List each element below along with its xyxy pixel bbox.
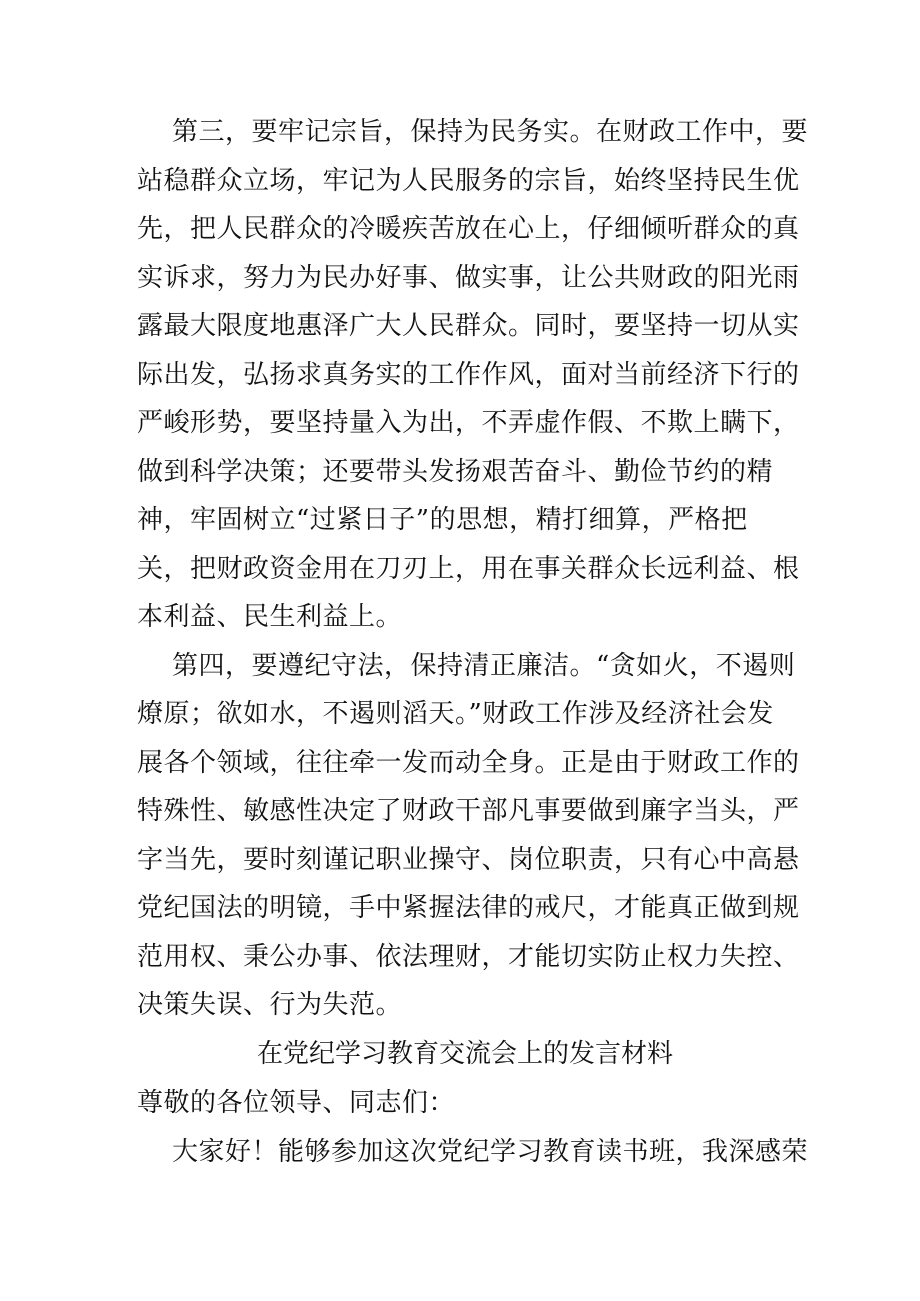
paragraph-third-line-11: 本利益、民生利益上。 bbox=[137, 602, 403, 632]
paragraph-fourth-line-3: 展各个领域，往往牵一发而动全身。正是由于财政工作的 bbox=[137, 748, 800, 778]
paragraph-third-line-6: 际出发，弘扬求真务实的工作作风，面对当前经济下行的 bbox=[137, 360, 800, 390]
paragraph-third-line-4: 实诉求，努力为民办好事、做实事，让公共财政的阳光雨 bbox=[137, 263, 800, 293]
paragraph-fourth-line-6: 党纪国法的明镜，手中紧握法律的戒尺，才能真正做到规 bbox=[137, 893, 800, 923]
paragraph-fourth-line-8: 决策失误、行为失范。 bbox=[137, 990, 403, 1020]
paragraph-third-line-5: 露最大限度地惠泽广大人民群众。同时，要坚持一切从实 bbox=[137, 311, 800, 341]
salutation: 尊敬的各位领导、同志们： bbox=[137, 1088, 456, 1118]
paragraph-third-line-3: 先，把人民群众的冷暖疾苦放在心上，仔细倾听群众的真 bbox=[137, 214, 800, 244]
paragraph-third-line-1: 第三，要牢记宗旨，保持为民务实。在财政工作中，要 bbox=[172, 117, 809, 147]
opening-line: 大家好！能够参加这次党纪学习教育读书班，我深感荣 bbox=[172, 1137, 809, 1167]
paragraph-third-line-7: 严峻形势，要坚持量入为出，不弄虚作假、不欺上瞒下， bbox=[137, 408, 800, 438]
paragraph-fourth-line-2: 燎原；欲如水，不遏则滔天。”财政工作涉及经济社会发 bbox=[137, 699, 774, 729]
paragraph-fourth-line-4: 特殊性、敏感性决定了财政干部凡事要做到廉字当头，严 bbox=[137, 796, 800, 826]
paragraph-third-line-9: 神，牢固树立“过紧日子”的思想，精打细算，严格把 bbox=[137, 505, 748, 535]
paragraph-third-line-10: 关，把财政资金用在刀刃上，用在事关群众长远利益、根 bbox=[137, 554, 800, 584]
paragraph-third-line-8: 做到科学决策；还要带头发扬艰苦奋斗、勤俭节约的精 bbox=[137, 457, 774, 487]
paragraph-fourth-line-7: 范用权、秉公办事、依法理财，才能切实防止权力失控、 bbox=[137, 942, 800, 972]
paragraph-fourth-line-1: 第四，要遵纪守法，保持清正廉洁。“贪如火，不遏则 bbox=[172, 651, 796, 681]
paragraph-fourth-line-5: 字当先，要时刻谨记职业操守、岗位职责，只有心中高悬 bbox=[137, 845, 800, 875]
paragraph-third-line-2: 站稳群众立场，牢记为人民服务的宗旨，始终坚持民生优 bbox=[137, 166, 800, 196]
document-title: 在党纪学习教育交流会上的发言材料 bbox=[257, 1039, 674, 1069]
